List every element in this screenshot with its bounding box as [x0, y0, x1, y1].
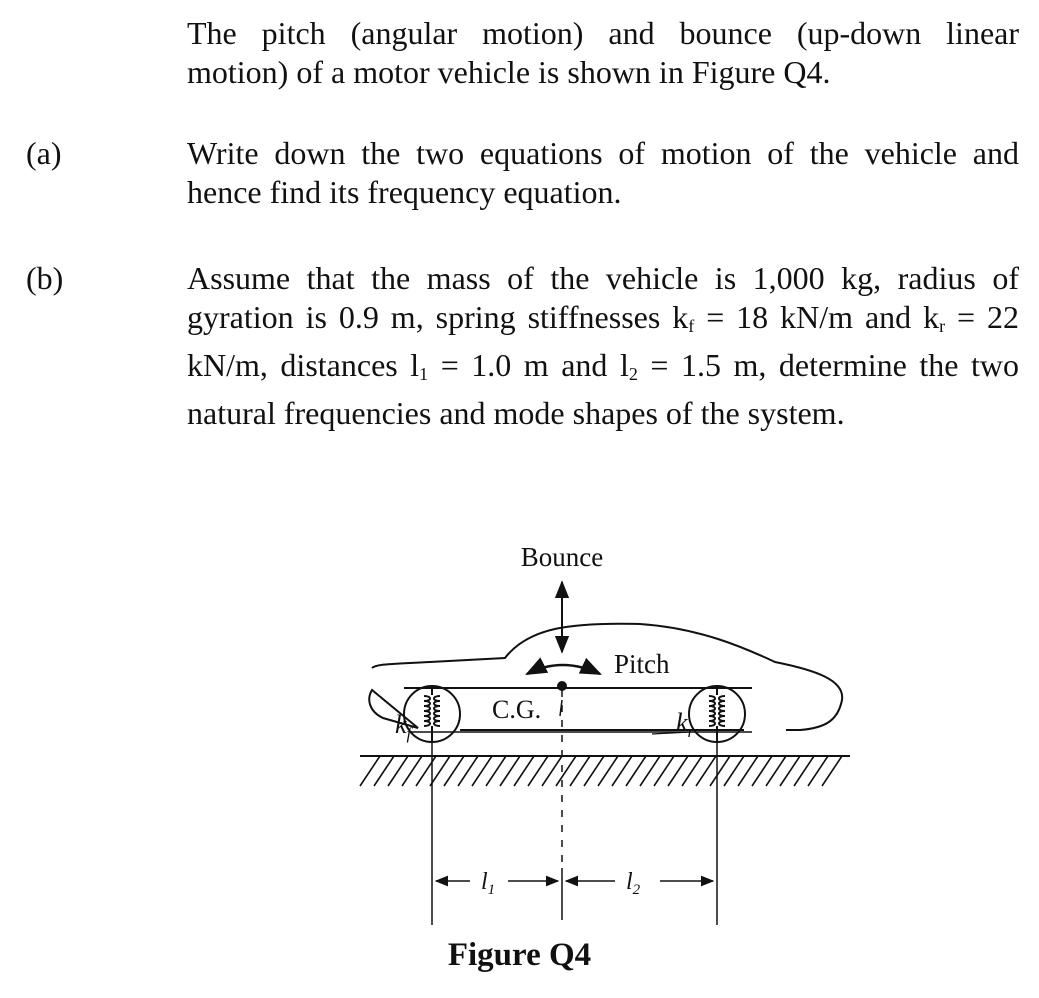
l1-subscript: 1 [419, 364, 429, 384]
kr-subscript: r [939, 316, 946, 336]
part-a-label: (a) [26, 135, 62, 171]
l1-label: $l_1$ [481, 869, 496, 898]
kf-subscript: f [688, 316, 695, 336]
part-b-line-3-a: kN/m, distances l [187, 347, 420, 383]
part-b-text [187, 259, 1019, 433]
part-b-line-2-a: gyration is 0.9 m, spring stiffnesses k [187, 299, 689, 335]
figure-caption: Figure Q4 [447, 937, 592, 973]
part-b-line-3-b: = 1.0 m and l [428, 347, 629, 383]
part-a-line-2: hence find its frequency equation. [187, 174, 622, 210]
cg-point [557, 681, 567, 691]
kr-label: $k_r$ [676, 708, 695, 741]
car-body-outline [369, 624, 842, 730]
pitch-arrow [527, 665, 600, 674]
rear-wheel-spring [689, 686, 745, 742]
intro-line-2: motion) of a motor vehicle is shown in Figure Q4. [187, 54, 831, 90]
cg-label: C.G. [492, 695, 542, 724]
kf-label: $k_f$ [395, 710, 412, 743]
part-b-line-2-c: = 22 [945, 299, 1020, 335]
l2-subscript: 2 [628, 364, 638, 384]
part-b-line-3-c: = 1.5 m, determine the two [637, 347, 1020, 383]
part-b-line-4: natural frequencies and mode shapes of the system. [187, 395, 845, 431]
part-a-line-1: Write down the two equations of motion of the vehicle and [187, 135, 1019, 171]
cg-leader [560, 700, 562, 716]
part-b-line-2 [187, 298, 1019, 346]
part-b-line-2-b: = 18 kN/m and k [694, 299, 940, 335]
l2-label: $l_2$ [626, 869, 641, 898]
part-b-line-3 [187, 346, 1019, 394]
vehicle-pitch-bounce-diagram [280, 525, 900, 945]
intro-line-1: The pitch (angular motion) and bounce (up-down linear [187, 15, 1019, 51]
intro-paragraph [187, 14, 1019, 92]
front-wheel-spring [404, 686, 460, 742]
bounce-label: Bounce [520, 542, 604, 572]
part-b-line-1: Assume that the mass of the vehicle is 1,000 kg, radius of [187, 260, 1019, 296]
part-a-text [187, 134, 1019, 212]
part-b-label: (b) [26, 260, 64, 296]
pitch-label: Pitch [614, 649, 670, 679]
